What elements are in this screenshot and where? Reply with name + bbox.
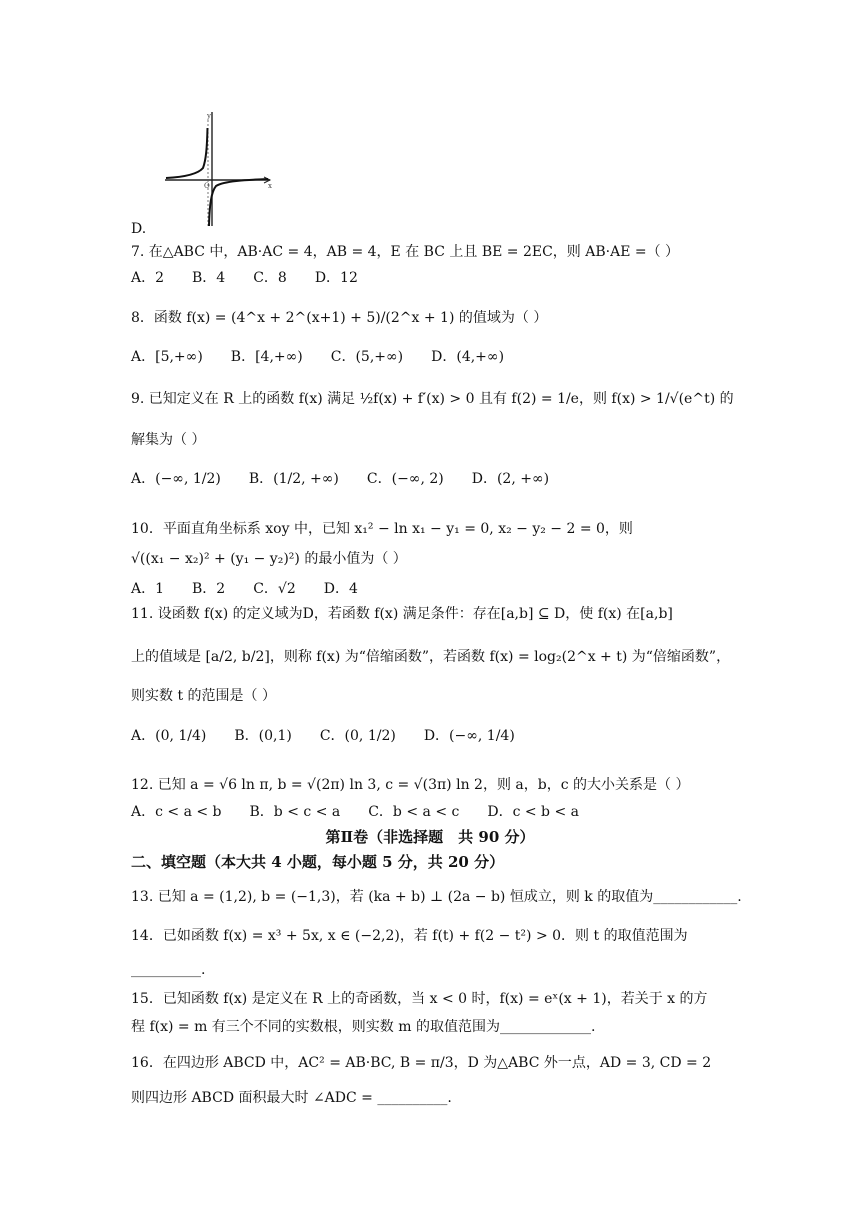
- question-9-options: A．(−∞, 1/2) B．(1/2, +∞) C．(−∞, 2) D．(2, +∞): [131, 471, 550, 487]
- question-7-stem: 7. 在△ABC 中，AB·AC = 4，AB = 4，E 在 BC 上且 BE = 2EC，则 AB·AE =（ ）: [131, 244, 680, 260]
- part-2-title: 第Ⅱ卷（非选择题 共 90 分）: [325, 828, 535, 846]
- question-8-options: A．[5,+∞) B．[4,+∞) C．(5,+∞) D．(4,+∞): [131, 349, 505, 365]
- svg-text:O: O: [204, 182, 210, 190]
- question-10-stem-cont: √((x₁ − x₂)² + (y₁ − y₂)²) 的最小值为（ ）: [131, 551, 407, 567]
- svg-text:y: y: [207, 112, 211, 120]
- question-14-blank: __________.: [131, 962, 206, 978]
- graph-svg: [160, 108, 280, 230]
- question-11-stem-cont: 上的值域是 [a/2, b/2]，则称 f(x) 为“倍缩函数”，若函数 f(x) = log₂(2^x + t) 为“倍缩函数”，: [131, 649, 731, 665]
- question-15-text-cont: 程 f(x) = m 有三个不同的实数根，则实数 m 的取值范围为_____________.: [131, 1019, 596, 1035]
- question-11-stem: 11. 设函数 f(x) 的定义域为D，若函数 f(x) 满足条件：存在[a,b] ⊆ D，使 f(x) 在[a,b]: [131, 606, 673, 622]
- question-14-text: 14．已如函数 f(x) = x³ + 5x, x ∈ (−2,2)，若 f(t) + f(2 − t²) > 0．则 t 的取值范围为: [131, 928, 688, 944]
- question-16-text: 16．在四边形 ABCD 中，AC² = AB·BC, B = π/3，D 为△ABC 外一点，AD = 3, CD = 2: [131, 1055, 712, 1071]
- question-13-text: 13. 已知 a = (1,2), b = (−1,3)，若 (ka + b) ⊥ (2a − b) 恒成立，则 k 的取值为____________.: [131, 889, 742, 905]
- question-12-options: A．c < a < b B．b < c < a C．b < a < c D．c < b < a: [131, 804, 579, 820]
- question-15-text: 15．已知函数 f(x) 是定义在 R 上的奇函数，当 x < 0 时，f(x) = eˣ(x + 1)，若关于 x 的方: [131, 991, 708, 1007]
- question-8-stem: 8．函数 f(x) = (4^x + 2^(x+1) + 5)/(2^x + 1) 的值域为（ ）: [131, 310, 548, 326]
- function-graph-figure: [160, 108, 280, 230]
- question-9-stem-cont: 解集为（ ）: [131, 432, 206, 448]
- figure-label: D.: [131, 221, 147, 237]
- question-11-options: A．(0, 1/4) B．(0,1) C．(0, 1/2) D．(−∞, 1/4): [131, 728, 515, 744]
- question-10-stem: 10．平面直角坐标系 xoy 中，已知 x₁² − ln x₁ − y₁ = 0, x₂ − y₂ − 2 = 0，则: [131, 521, 633, 537]
- question-16-text-cont: 则四边形 ABCD 面积最大时 ∠ADC = __________.: [131, 1090, 452, 1106]
- section-2-title: 二、填空题（本大共 4 小题，每小题 5 分，共 20 分）: [131, 853, 505, 871]
- question-11-stem-cont2: 则实数 t 的范围是（ ）: [131, 688, 276, 704]
- svg-text:x: x: [268, 182, 272, 190]
- question-7-options: A．2 B．4 C．8 D．12: [131, 270, 358, 286]
- question-9-stem: 9. 已知定义在 R 上的函数 f(x) 满足 ½f(x) + f′(x) > 0 且有 f(2) = 1/e，则 f(x) > 1/√(e^t) 的: [131, 391, 734, 407]
- question-12-stem: 12. 已知 a = √6 ln π, b = √(2π) ln 3, c = √(3π) ln 2，则 a，b，c 的大小关系是（ ）: [131, 777, 690, 793]
- question-10-options: A．1 B．2 C．√2 D．4: [131, 581, 358, 597]
